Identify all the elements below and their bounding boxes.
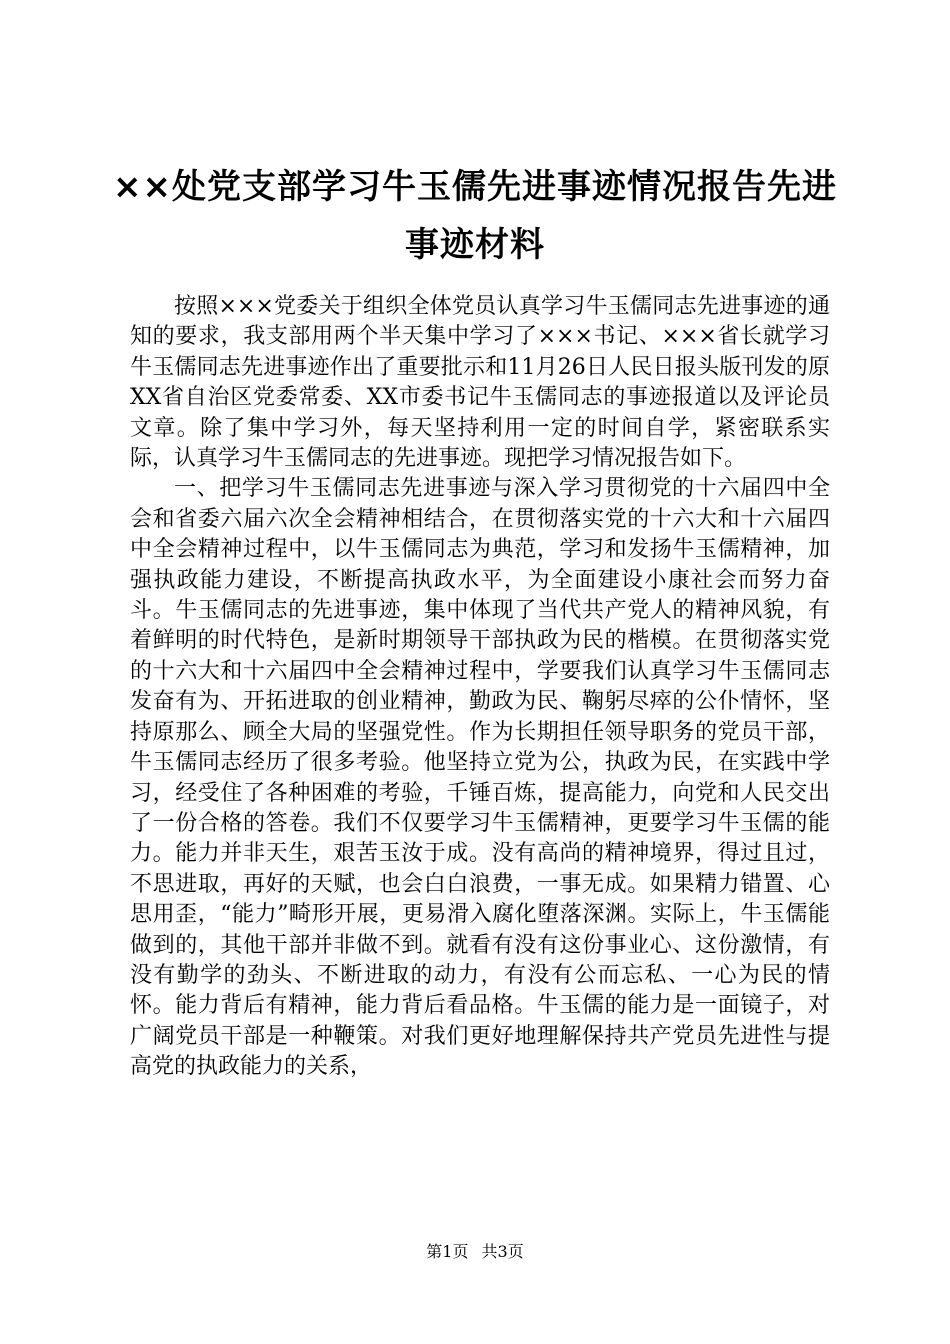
document-body <box>130 292 830 1083</box>
page-number: 第1页 <box>426 1242 469 1261</box>
document-title: ××处党支部学习牛玉儒先进事迹情况报告先进事迹材料 <box>113 167 837 265</box>
page-total: 共3页 <box>481 1242 524 1261</box>
page-footer <box>0 1242 950 1262</box>
paragraph-intro: 按照×××党委关于组织全体党员认真学习牛玉儒同志先进事迹的通知的要求，我支部用两个半天集中学习了×××书记、×××省长就学习牛玉儒同志先进事迹作出了重要批示和11月26日人民日报头版刊发的原XX省自治区党委常委、XX市委书记牛玉儒同志的事迹报道以及评论员文章。除了集中学习外，每天坚持利用一定的时间自学，紧密联系实际，认真学习牛玉儒同志的先进事迹。现把学习情况报告如下。 <box>130 294 830 472</box>
paragraph-section-one: 一、把学习牛玉儒同志先进事迹与深入学习贯彻党的十六届四中全会和省委六届六次全会精神相结合，在贯彻落实党的十六大和十六届四中全会精神过程中，以牛玉儒同志为典范，学习和发扬牛玉儒精神，加强执政能力建设，不断提高执政水平，为全面建设小康社会而努力奋斗。牛玉儒同志的先进事迹，集中体现了当代共产党人的精神风貌，有着鲜明的时代特色，是新时期领导干部执政为民的楷模。在贯彻落实党的十六大和十六届四中全会精神过程中，学要我们认真学习牛玉儒同志发奋有为、开拓进取的创业精神，勤政为民、鞠躬尽瘁的公仆情怀，坚持原那么、顾全大局的坚强党性。作为长期担任领导职务的党员干部，牛玉儒同志经历了很多考验。他坚持立党为公，执政为民，在实践中学习，经受住了各种困难的考验，千锤百炼，提高能力，向党和人民交出了一份合格的答卷。我们不仅要学习牛玉儒精神，更要学习牛玉儒的能力。能力并非天生，艰苦玉汝于成。没有高尚的精神境界，得过且过，不思进取，再好的天赋，也会白白浪费，一事无成。如果精力错置、心思用歪，“能力”畸形开展，更易滑入腐化堕落深渊。实际上，牛玉儒能做到的，其他干部并非做不到。就看有没有这份事业心、这份激情，有没有勤学的劲头、不断进取的动力，有没有公而忘私、一心为民的情怀。能力背后有精神，能力背后看品格。牛玉儒的能力是一面镜子，对广阔党员干部是一种鞭策。对我们更好地理解保持共产党员先进性与提高党的执政能力的关系， <box>130 476 830 1080</box>
